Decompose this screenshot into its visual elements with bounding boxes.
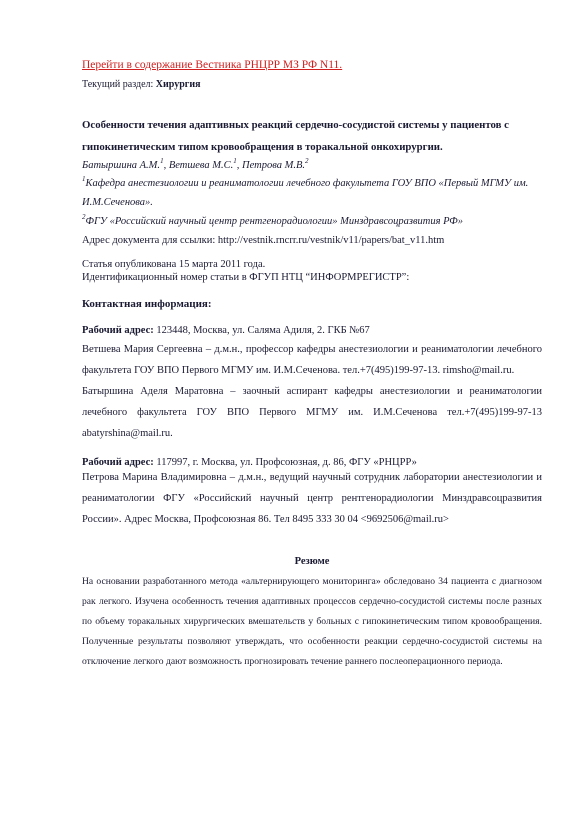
address-text: 123448, Москва, ул. Саляма Адиля, 2. ГКБ №67 — [153, 325, 370, 336]
affiliation-num: 2 — [82, 213, 86, 221]
affiliation-text: ФГУ «Российский научный центр рентгенорадиологии» Минздравсоцразвития РФ» — [85, 216, 463, 227]
current-section — [82, 78, 542, 92]
author-sep: , — [163, 160, 169, 171]
author-name: Ветшева М.С. — [168, 160, 234, 171]
publication-date: Статья опубликована 15 марта 2011 года. — [82, 259, 266, 270]
author-sep: , — [236, 160, 243, 171]
contact-person-2: Батыршина Аделя Маратовна – заочный аспирант кафедры анестезиологии и реаниматологии лечебного факультета ГОУ ВПО Первого МГМУ им. И.М.Сеченова тел.+7(495)199-97-13 abatyrshina@mail.ru. — [82, 386, 542, 439]
spacer — [82, 444, 542, 455]
registry-id: Идентификационный номер статьи в ФГУП НТЦ “ИНФОРМРЕГИСТР”: — [82, 272, 410, 283]
affiliation-2 — [82, 212, 542, 231]
contact-heading: Контактная информация: — [82, 298, 212, 310]
section-name: Хирургия — [155, 79, 201, 90]
address-label: Рабочий адрес: — [82, 325, 154, 336]
affiliation-num: 1 — [82, 175, 86, 183]
abstract-text: На основании разработанного метода «альтернирующего мониторинга» обследовано 34 пациента с диагнозом рак легкого. Изучена особенность течения адаптивных процессов сердечно-сосудистой системы после разных по объему торакальных хирургических вмешательств у больных с гипокинетическим типом кровообращения. Полученные результаты позволяют утверждать, что особенности реакции сердечно-сосудистой системы на отключение легкого дают возможность прогнозировать течение раннего послеоперационного периода. — [82, 576, 542, 667]
affiliation-text: Кафедра анестезиологии и реаниматологии лечебного факультета ГОУ ВПО «Первый МГМУ им. И.М.Сеченова». — [82, 178, 529, 208]
contents-link[interactable]: Перейти в содержание Вестника РНЦРР МЗ РФ N11. — [82, 59, 343, 71]
address-label: Рабочий адрес: — [82, 457, 154, 468]
authors-line — [82, 158, 542, 174]
affiliation-1 — [82, 174, 542, 212]
article-title: Особенности течения адаптивных реакций сердечно-сосудистой системы у пациентов с гипокинетическим типом кровообращения в торакальной онкохирургии. — [82, 119, 509, 153]
contact-person-3: Петрова Марина Владимировна – д.м.н., ведущий научный сотрудник лаборатории анестезиологии и реаниматологии ФГУ «Российский научный центр рентгенорадиологии Минздравсоцразвития России». Адрес Москва, Профсоюзная 86. Тел 8495 333 30 04 <9692506@mail.ru> — [82, 472, 542, 525]
resume-heading: Резюме — [294, 556, 330, 567]
author-sup: 1 — [233, 157, 237, 165]
address-text: 117997, г. Москва, ул. Профсоюзная, д. 86, ФГУ «РНЦРР» — [153, 457, 417, 468]
author-name: Батыршина А.М. — [82, 160, 161, 171]
document-address: Адрес документа для ссылки: http://vestnik.rncrr.ru/vestnik/v11/papers/bat_v11.htm — [82, 235, 445, 246]
author-name: Петрова М.В. — [242, 160, 305, 171]
author-sup: 2 — [305, 157, 309, 165]
document-page — [82, 57, 542, 672]
work-address-1 — [82, 323, 542, 339]
contact-person-1: Ветшева Мария Сергеевна – д.м.н., профессор кафедры анестезиологии и реаниматологии лечебного факультета ГОУ ВПО Первого МГМУ им. И.М.Сеченова. тел.+7(495)199-97-13. rimsho@mail.ru. — [82, 344, 542, 376]
author-sup: 1 — [160, 157, 164, 165]
section-label: Текущий раздел: — [82, 79, 156, 90]
